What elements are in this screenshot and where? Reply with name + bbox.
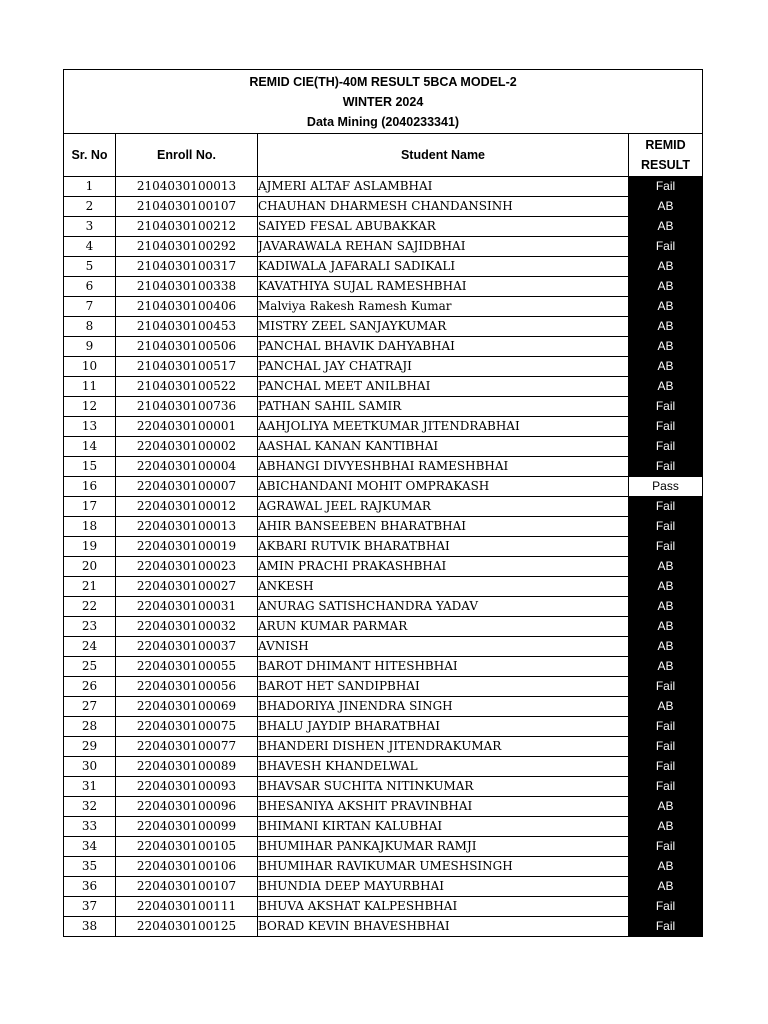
enroll-number-cell: 2204030100105 — [116, 837, 258, 857]
student-name-cell: BHALU JAYDIP BHARATBHAI — [258, 717, 629, 737]
result-cell: AB — [629, 877, 703, 897]
table-row — [64, 657, 703, 677]
enroll-number-cell: 2204030100125 — [116, 917, 258, 937]
sr-cell: 35 — [64, 857, 116, 877]
student-name-cell: KADIWALA JAFARALI SADIKALI — [258, 257, 629, 277]
student-name-cell: BHADORIYA JINENDRA SINGH — [258, 697, 629, 717]
student-name-cell: PANCHAL MEET ANILBHAI — [258, 377, 629, 397]
enroll-number-cell: 2104030100107 — [116, 197, 258, 217]
result-cell: AB — [629, 637, 703, 657]
result-cell: Fail — [629, 897, 703, 917]
table-row — [64, 417, 703, 437]
result-cell: AB — [629, 817, 703, 837]
sr-cell: 6 — [64, 277, 116, 297]
sr-cell: 7 — [64, 297, 116, 317]
sr-cell: 15 — [64, 457, 116, 477]
result-cell: AB — [629, 577, 703, 597]
enroll-number-cell: 2204030100037 — [116, 637, 258, 657]
result-cell: Fail — [629, 417, 703, 437]
enroll-number-cell: 2204030100107 — [116, 877, 258, 897]
enroll-number-cell: 2204030100089 — [116, 757, 258, 777]
sr-cell: 27 — [64, 697, 116, 717]
table-row — [64, 677, 703, 697]
sr-cell: 1 — [64, 177, 116, 197]
sr-cell: 14 — [64, 437, 116, 457]
table-row — [64, 777, 703, 797]
enroll-number-cell: 2204030100023 — [116, 557, 258, 577]
table-row — [64, 377, 703, 397]
sr-cell: 8 — [64, 317, 116, 337]
student-name-cell: AKBARI RUTVIK BHARATBHAI — [258, 537, 629, 557]
result-cell: AB — [629, 597, 703, 617]
sr-cell: 5 — [64, 257, 116, 277]
table-row — [64, 857, 703, 877]
result-cell: AB — [629, 337, 703, 357]
student-name-cell: PANCHAL JAY CHATRAJI — [258, 357, 629, 377]
enroll-number-cell: 2104030100317 — [116, 257, 258, 277]
enroll-number-cell: 2204030100031 — [116, 597, 258, 617]
result-cell: Fail — [629, 757, 703, 777]
table-row — [64, 337, 703, 357]
table-row — [64, 457, 703, 477]
column-header-enroll: Enroll No. — [116, 134, 258, 177]
result-cell: Fail — [629, 237, 703, 257]
result-cell: Fail — [629, 677, 703, 697]
result-cell: Fail — [629, 397, 703, 417]
result-cell: Fail — [629, 777, 703, 797]
sr-cell: 19 — [64, 537, 116, 557]
enroll-number-cell: 2204030100007 — [116, 477, 258, 497]
table-row — [64, 877, 703, 897]
enroll-number-cell: 2104030100292 — [116, 237, 258, 257]
sr-cell: 37 — [64, 897, 116, 917]
sr-cell: 22 — [64, 597, 116, 617]
enroll-number-cell: 2204030100012 — [116, 497, 258, 517]
student-name-cell: AHIR BANSEEBEN BHARATBHAI — [258, 517, 629, 537]
sr-cell: 30 — [64, 757, 116, 777]
sr-cell: 16 — [64, 477, 116, 497]
enroll-number-cell: 2204030100002 — [116, 437, 258, 457]
result-cell: AB — [629, 217, 703, 237]
student-name-cell: AVNISH — [258, 637, 629, 657]
enroll-number-cell: 2104030100406 — [116, 297, 258, 317]
student-name-cell: ARUN KUMAR PARMAR — [258, 617, 629, 637]
table-body — [64, 177, 703, 937]
result-cell: Fail — [629, 537, 703, 557]
enroll-number-cell: 2204030100099 — [116, 817, 258, 837]
sr-cell: 3 — [64, 217, 116, 237]
sr-cell: 32 — [64, 797, 116, 817]
table-row — [64, 517, 703, 537]
result-cell: AB — [629, 857, 703, 877]
student-name-cell: BAROT HET SANDIPBHAI — [258, 677, 629, 697]
table-row — [64, 577, 703, 597]
result-cell: AB — [629, 557, 703, 577]
table-row — [64, 697, 703, 717]
student-name-cell: BHUMIHAR PANKAJKUMAR RAMJI — [258, 837, 629, 857]
sr-cell: 20 — [64, 557, 116, 577]
table-row — [64, 197, 703, 217]
student-name-cell: BAROT DHIMANT HITESHBHAI — [258, 657, 629, 677]
sr-cell: 12 — [64, 397, 116, 417]
student-name-cell: ANKESH — [258, 577, 629, 597]
enroll-number-cell: 2204030100077 — [116, 737, 258, 757]
table-row — [64, 217, 703, 237]
sr-cell: 31 — [64, 777, 116, 797]
student-name-cell: Malviya Rakesh Ramesh Kumar — [258, 297, 629, 317]
table-row — [64, 737, 703, 757]
student-name-cell: BHANDERI DISHEN JITENDRAKUMAR — [258, 737, 629, 757]
result-cell: Fail — [629, 517, 703, 537]
enroll-number-cell: 2204030100069 — [116, 697, 258, 717]
column-header-sr: Sr. No — [64, 134, 116, 177]
student-name-cell: BHUVA AKSHAT KALPESHBHAI — [258, 897, 629, 917]
result-cell: AB — [629, 377, 703, 397]
student-name-cell: AJMERI ALTAF ASLAMBHAI — [258, 177, 629, 197]
student-name-cell: BHESANIYA AKSHIT PRAVINBHAI — [258, 797, 629, 817]
table-row — [64, 637, 703, 657]
student-name-cell: ABICHANDANI MOHIT OMPRAKASH — [258, 477, 629, 497]
sr-cell: 23 — [64, 617, 116, 637]
result-cell: Fail — [629, 177, 703, 197]
title-line-subject: Data Mining (2040233341) — [306, 114, 460, 129]
enroll-number-cell: 2104030100522 — [116, 377, 258, 397]
table-row — [64, 757, 703, 777]
student-name-cell: BHAVSAR SUCHITA NITINKUMAR — [258, 777, 629, 797]
student-name-cell: AGRAWAL JEEL RAJKUMAR — [258, 497, 629, 517]
table-row — [64, 317, 703, 337]
enroll-number-cell: 2204030100019 — [116, 537, 258, 557]
enroll-number-cell: 2204030100027 — [116, 577, 258, 597]
enroll-number-cell: 2204030100075 — [116, 717, 258, 737]
table-row — [64, 917, 703, 937]
enroll-number-cell: 2204030100106 — [116, 857, 258, 877]
sheet-title — [64, 70, 703, 134]
table-row — [64, 557, 703, 577]
student-name-cell: AMIN PRACHI PRAKASHBHAI — [258, 557, 629, 577]
result-cell: AB — [629, 797, 703, 817]
student-name-cell: JAVARAWALA REHAN SAJIDBHAI — [258, 237, 629, 257]
title-row — [64, 70, 703, 134]
result-table — [63, 69, 703, 937]
sr-cell: 17 — [64, 497, 116, 517]
sr-cell: 21 — [64, 577, 116, 597]
table-row — [64, 817, 703, 837]
enroll-number-cell: 2104030100013 — [116, 177, 258, 197]
student-name-cell: CHAUHAN DHARMESH CHANDANSINH — [258, 197, 629, 217]
table-row — [64, 437, 703, 457]
enroll-number-cell: 2204030100111 — [116, 897, 258, 917]
student-name-cell: BHUNDIA DEEP MAYURBHAI — [258, 877, 629, 897]
result-cell: Fail — [629, 497, 703, 517]
result-cell: Fail — [629, 917, 703, 937]
student-name-cell: BHAVESH KHANDELWAL — [258, 757, 629, 777]
student-name-cell: BHIMANI KIRTAN KALUBHAI — [258, 817, 629, 837]
student-name-cell: AAHJOLIYA MEETKUMAR JITENDRABHAI — [258, 417, 629, 437]
student-name-cell: BHUMIHAR RAVIKUMAR UMESHSINGH — [258, 857, 629, 877]
column-header-name: Student Name — [258, 134, 629, 177]
result-cell: Fail — [629, 717, 703, 737]
result-cell: Fail — [629, 737, 703, 757]
column-header-result-line1: REMID — [645, 138, 686, 152]
table-row — [64, 297, 703, 317]
enroll-number-cell: 2204030100032 — [116, 617, 258, 637]
table-row — [64, 717, 703, 737]
student-name-cell: MISTRY ZEEL SANJAYKUMAR — [258, 317, 629, 337]
table-row — [64, 477, 703, 497]
student-name-cell: PANCHAL BHAVIK DAHYABHAI — [258, 337, 629, 357]
result-cell: AB — [629, 197, 703, 217]
sr-cell: 24 — [64, 637, 116, 657]
sr-cell: 11 — [64, 377, 116, 397]
sr-cell: 25 — [64, 657, 116, 677]
sr-cell: 33 — [64, 817, 116, 837]
enroll-number-cell: 2204030100013 — [116, 517, 258, 537]
enroll-number-cell: 2104030100517 — [116, 357, 258, 377]
title-line-session: WINTER 2024 — [342, 94, 424, 109]
sr-cell: 18 — [64, 517, 116, 537]
sr-cell: 28 — [64, 717, 116, 737]
table-row — [64, 497, 703, 517]
sr-cell: 26 — [64, 677, 116, 697]
student-name-cell: PATHAN SAHIL SAMIR — [258, 397, 629, 417]
enroll-number-cell: 2104030100212 — [116, 217, 258, 237]
table-row — [64, 617, 703, 637]
enroll-number-cell: 2204030100056 — [116, 677, 258, 697]
student-name-cell: BORAD KEVIN BHAVESHBHAI — [258, 917, 629, 937]
enroll-number-cell: 2104030100506 — [116, 337, 258, 357]
table-row — [64, 357, 703, 377]
student-name-cell: ANURAG SATISHCHANDRA YADAV — [258, 597, 629, 617]
enroll-number-cell: 2204030100093 — [116, 777, 258, 797]
sr-cell: 13 — [64, 417, 116, 437]
sr-cell: 34 — [64, 837, 116, 857]
column-header-result-line2: RESULT — [640, 158, 691, 172]
table-row — [64, 177, 703, 197]
column-header-result — [629, 134, 703, 177]
enroll-number-cell: 2204030100001 — [116, 417, 258, 437]
result-cell: Fail — [629, 457, 703, 477]
result-cell: AB — [629, 657, 703, 677]
table-row — [64, 237, 703, 257]
result-cell: AB — [629, 617, 703, 637]
sr-cell: 2 — [64, 197, 116, 217]
result-cell: AB — [629, 357, 703, 377]
result-cell: Pass — [629, 477, 703, 497]
table-row — [64, 257, 703, 277]
sr-cell: 36 — [64, 877, 116, 897]
student-name-cell: ABHANGI DIVYESHBHAI RAMESHBHAI — [258, 457, 629, 477]
enroll-number-cell: 2104030100736 — [116, 397, 258, 417]
table-row — [64, 837, 703, 857]
result-cell: AB — [629, 277, 703, 297]
sr-cell: 9 — [64, 337, 116, 357]
enroll-number-cell: 2104030100453 — [116, 317, 258, 337]
table-row — [64, 277, 703, 297]
enroll-number-cell: 2204030100096 — [116, 797, 258, 817]
result-cell: AB — [629, 257, 703, 277]
student-name-cell: KAVATHIYA SUJAL RAMESHBHAI — [258, 277, 629, 297]
enroll-number-cell: 2204030100004 — [116, 457, 258, 477]
student-name-cell: AASHAL KANAN KANTIBHAI — [258, 437, 629, 457]
sr-cell: 10 — [64, 357, 116, 377]
table-row — [64, 397, 703, 417]
table-row — [64, 897, 703, 917]
enroll-number-cell: 2104030100338 — [116, 277, 258, 297]
enroll-number-cell: 2204030100055 — [116, 657, 258, 677]
table-row — [64, 537, 703, 557]
result-cell: AB — [629, 317, 703, 337]
result-cell: AB — [629, 697, 703, 717]
student-name-cell: SAIYED FESAL ABUBAKKAR — [258, 217, 629, 237]
column-header-row — [64, 134, 703, 177]
table-row — [64, 797, 703, 817]
title-line-exam: REMID CIE(TH)-40M RESULT 5BCA MODEL-2 — [249, 74, 517, 89]
sr-cell: 4 — [64, 237, 116, 257]
result-cell: Fail — [629, 837, 703, 857]
result-cell: AB — [629, 297, 703, 317]
sr-cell: 38 — [64, 917, 116, 937]
table-row — [64, 597, 703, 617]
sr-cell: 29 — [64, 737, 116, 757]
result-cell: Fail — [629, 437, 703, 457]
